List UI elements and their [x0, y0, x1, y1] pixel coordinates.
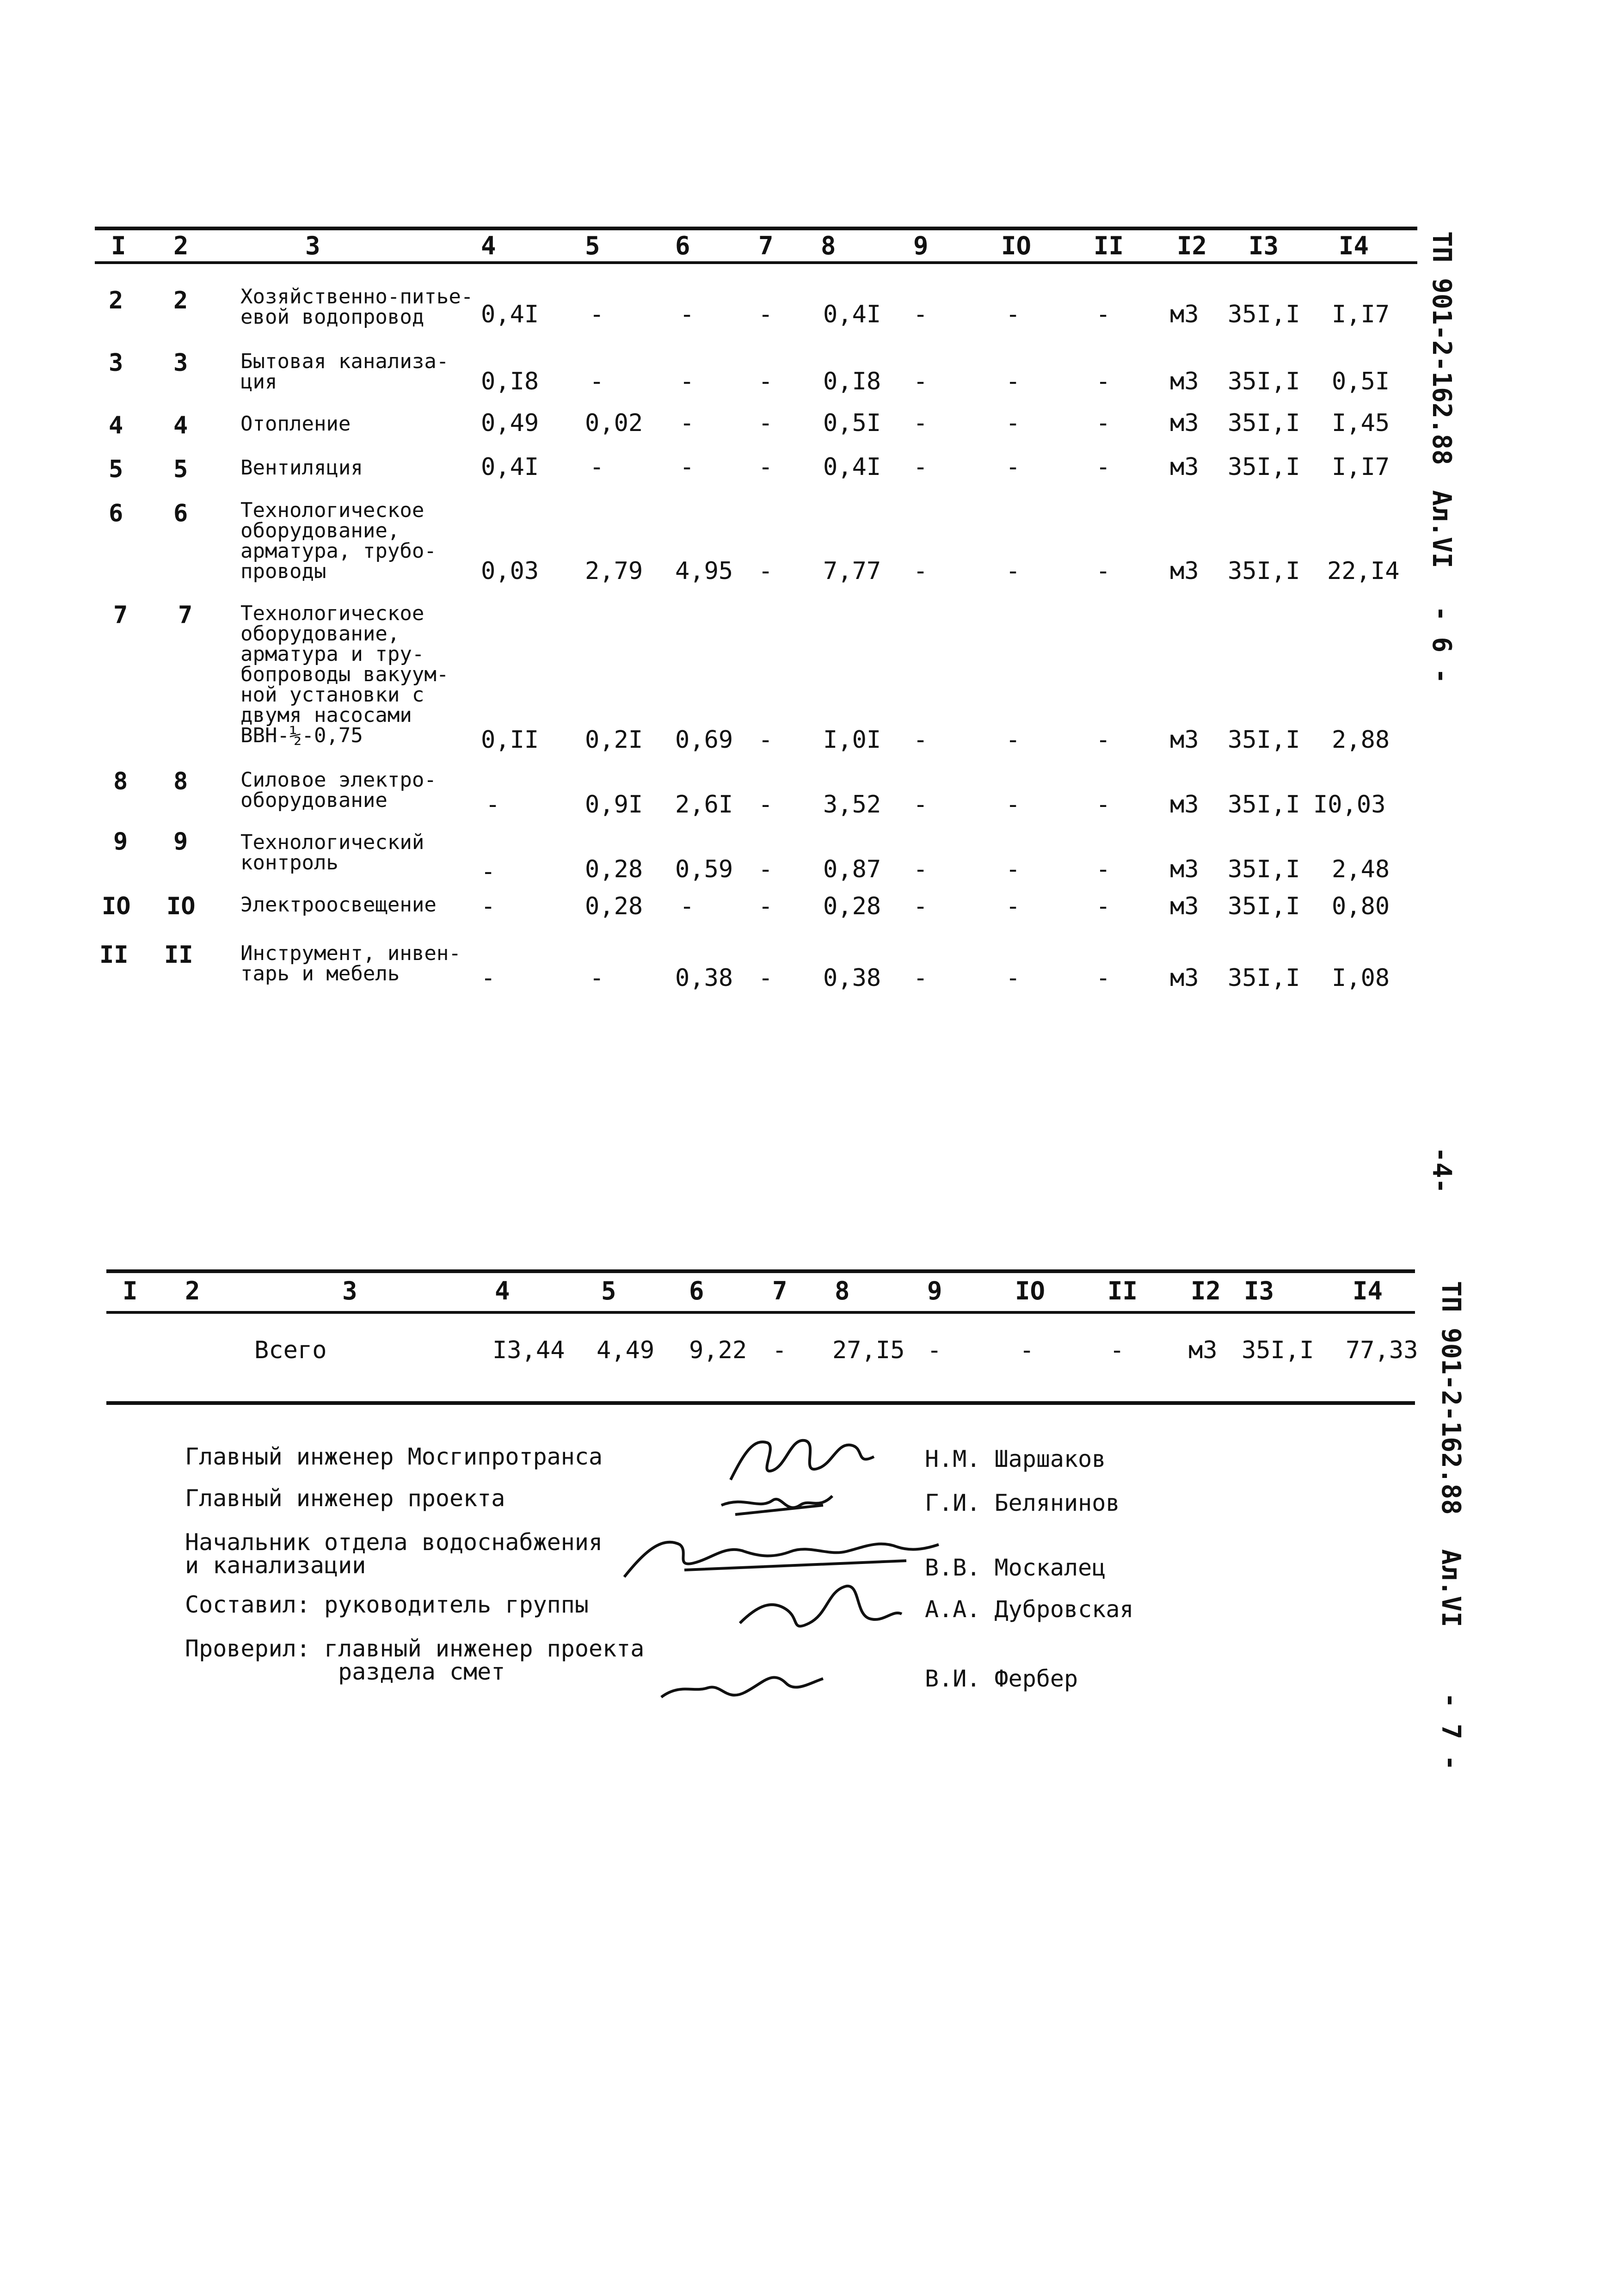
cell-unit: м3 — [1170, 856, 1199, 883]
cell-13: 35I,I — [1228, 368, 1300, 395]
cell-5: 0,02 — [585, 409, 643, 437]
row-num-1: 3 — [109, 349, 123, 377]
cell-13: 35I,I — [1228, 893, 1300, 920]
row-num-1: 9 — [113, 828, 128, 856]
cell-7: - — [758, 368, 773, 395]
row-num-1: 7 — [113, 601, 128, 629]
cell-5: 2,79 — [585, 557, 643, 585]
signer-role: Составил: руководитель группы — [185, 1591, 589, 1618]
cell-7: - — [758, 557, 773, 585]
cell-6: 4,95 — [675, 557, 733, 585]
cell-7: - — [758, 791, 773, 819]
cell-13: 35I,I — [1228, 856, 1300, 883]
cell-13: 35I,I — [1228, 409, 1300, 437]
row-num-2: II — [164, 941, 193, 969]
cell-13: 35I,I — [1242, 1336, 1314, 1364]
row-num-1: 5 — [109, 456, 123, 483]
cell-10: - — [1006, 856, 1021, 883]
cell-6: - — [680, 893, 695, 920]
cell-8: 7,77 — [823, 557, 881, 585]
cell-6: 9,22 — [689, 1336, 747, 1364]
cell-4: I3,44 — [492, 1336, 565, 1364]
cell-14: 0,5I — [1332, 368, 1390, 395]
cell-9: - — [913, 893, 928, 920]
cell-4: 0,I8 — [481, 368, 539, 395]
cell-5: - — [590, 301, 604, 328]
cell-5: - — [590, 453, 604, 481]
col-header-5: 5 — [585, 231, 600, 260]
col-header-4: 4 — [481, 231, 496, 260]
cell-8: 0,87 — [823, 856, 881, 883]
col-header-8: 8 — [821, 231, 836, 260]
cell-11: - — [1096, 453, 1111, 481]
cell-8: 0,38 — [823, 964, 881, 992]
cell-11: - — [1096, 368, 1111, 395]
cell-8: 3,52 — [823, 791, 881, 819]
cell-14: 77,33 — [1346, 1336, 1418, 1364]
row-name: Силовое электро- оборудование — [240, 768, 437, 812]
cell-9: - — [913, 964, 928, 992]
col-header-14: I4 — [1353, 1276, 1383, 1305]
cell-11: - — [1110, 1336, 1125, 1364]
page-number-mid: -4- — [1427, 1147, 1457, 1194]
cell-14: I,45 — [1332, 409, 1390, 437]
cell-4: 0,4I — [481, 301, 539, 328]
col-header-5: 5 — [601, 1276, 616, 1305]
cell-6: 0,69 — [675, 726, 733, 754]
cell-unit: м3 — [1170, 409, 1199, 437]
cell-unit: м3 — [1170, 453, 1199, 481]
cell-8: 0,28 — [823, 893, 881, 920]
cell-unit: м3 — [1170, 791, 1199, 819]
cell-9: - — [927, 1336, 942, 1364]
cell-8: 0,4I — [823, 453, 881, 481]
cell-11: - — [1096, 409, 1111, 437]
cell-4: 0,03 — [481, 557, 539, 585]
row-num-2: 7 — [178, 601, 193, 629]
col-header-11: II — [1094, 231, 1124, 260]
cell-7: - — [758, 409, 773, 437]
row-num-2: 8 — [173, 768, 188, 795]
col-header-2: 2 — [173, 231, 189, 260]
cell-9: - — [913, 368, 928, 395]
cell-14: I0,03 — [1313, 791, 1386, 819]
cell-unit: м3 — [1170, 557, 1199, 585]
signer-name: Г.И. Белянинов — [925, 1490, 1120, 1516]
row-num-2: IO — [166, 893, 196, 920]
cell-4: 0,II — [481, 726, 539, 754]
table2-header-rule — [106, 1311, 1415, 1314]
signer-name: В.И. Фербер — [925, 1665, 1078, 1692]
signer-role: Проверил: главный инженер проекта раздела смет — [185, 1635, 645, 1685]
col-header-6: 6 — [689, 1276, 704, 1305]
cell-6: 0,59 — [675, 856, 733, 883]
cell-unit: м3 — [1170, 964, 1199, 992]
cell-6: - — [680, 301, 695, 328]
row-num-1: II — [99, 941, 129, 969]
cell-11: - — [1096, 856, 1111, 883]
row-num-2: 5 — [173, 456, 188, 483]
col-header-9: 9 — [913, 231, 929, 260]
cell-5: 0,9I — [585, 791, 643, 819]
row-num-2: 3 — [173, 349, 188, 377]
row-num-2: 9 — [173, 828, 188, 856]
cell-10: - — [1006, 409, 1021, 437]
table1-header-rule — [95, 261, 1417, 264]
col-header-14: I4 — [1339, 231, 1369, 260]
cell-9: - — [913, 856, 928, 883]
cell-10: - — [1006, 453, 1021, 481]
cell-7: - — [758, 893, 773, 920]
cell-13: 35I,I — [1228, 301, 1300, 328]
cell-8: I,0I — [823, 726, 881, 754]
signer-name: А.А. Дубровская — [925, 1596, 1134, 1623]
cell-11: - — [1096, 557, 1111, 585]
row-num-2: 4 — [173, 412, 188, 439]
row-num-1: 6 — [109, 499, 123, 527]
cell-13: 35I,I — [1228, 964, 1300, 992]
row-num-1: 2 — [109, 287, 123, 314]
row-num-1: 4 — [109, 412, 123, 439]
cell-8: 27,I5 — [832, 1336, 905, 1364]
cell-14: I,I7 — [1332, 453, 1390, 481]
cell-9: - — [913, 453, 928, 481]
cell-14: 2,88 — [1332, 726, 1390, 754]
row-num-2: 6 — [173, 499, 188, 527]
col-header-13: I3 — [1249, 231, 1279, 260]
signer-role: Главный инженер проекта — [185, 1485, 505, 1512]
col-header-12: I2 — [1191, 1276, 1221, 1305]
cell-7: - — [758, 964, 773, 992]
cell-7: - — [758, 453, 773, 481]
cell-14: I,08 — [1332, 964, 1390, 992]
cell-14: 2,48 — [1332, 856, 1390, 883]
row-name: Вентиляция — [240, 456, 363, 480]
cell-10: - — [1006, 893, 1021, 920]
col-header-4: 4 — [495, 1276, 510, 1305]
row-name: Отопление — [240, 412, 351, 436]
cell-11: - — [1096, 301, 1111, 328]
cell-6: 0,38 — [675, 964, 733, 992]
cell-14: 0,80 — [1332, 893, 1390, 920]
document-code-top: ТП 901-2-162.88 — [1427, 231, 1457, 465]
cell-7: - — [758, 856, 773, 883]
cell-7: - — [758, 301, 773, 328]
col-header-3: 3 — [305, 231, 320, 260]
row-num-1: 8 — [113, 768, 128, 795]
cell-4: - — [481, 964, 496, 992]
col-header-8: 8 — [835, 1276, 850, 1305]
document-code-bottom: ТП 901-2-162.88 — [1436, 1281, 1466, 1515]
cell-6: - — [680, 368, 695, 395]
signer-role: Начальник отдела водоснабжения и канализации — [185, 1529, 603, 1579]
cell-9: - — [913, 726, 928, 754]
cell-10: - — [1020, 1336, 1034, 1364]
cell-4: 0,4I — [481, 453, 539, 481]
album-label-top: Ал.VI — [1427, 490, 1457, 568]
cell-unit: м3 — [1170, 893, 1199, 920]
cell-13: 35I,I — [1228, 557, 1300, 585]
table2-bottom-rule — [106, 1401, 1415, 1405]
col-header-3: 3 — [342, 1276, 357, 1305]
cell-6: - — [680, 409, 695, 437]
col-header-10: IO — [1015, 1276, 1046, 1305]
col-header-10: IO — [1001, 231, 1032, 260]
row-num-1: IO — [102, 893, 131, 920]
row-name: Хозяйственно-питье- евой водопровод — [240, 285, 474, 329]
cell-4: - — [481, 858, 496, 886]
cell-9: - — [913, 791, 928, 819]
col-header-13: I3 — [1244, 1276, 1274, 1305]
signer-role: Главный инженер Мосгипротранса — [185, 1443, 603, 1470]
cell-unit: м3 — [1170, 368, 1199, 395]
page-number-top: - 6 - — [1427, 606, 1457, 684]
cell-13: 35I,I — [1228, 453, 1300, 481]
cell-13: 35I,I — [1228, 726, 1300, 754]
cell-5: 4,49 — [597, 1336, 655, 1364]
page-number-bottom: - 7 - — [1436, 1693, 1466, 1771]
cell-4: - — [481, 893, 496, 920]
cell-8: 0,5I — [823, 409, 881, 437]
cell-5: 0,28 — [585, 893, 643, 920]
cell-10: - — [1006, 726, 1021, 754]
cell-4: - — [486, 791, 500, 819]
cell-6: 2,6I — [675, 791, 733, 819]
cell-4: 0,49 — [481, 409, 539, 437]
album-label-bottom: Ал.VI — [1436, 1549, 1466, 1627]
signature-scribble-5 — [657, 1656, 832, 1716]
cell-11: - — [1096, 964, 1111, 992]
cell-9: - — [913, 301, 928, 328]
table2-top-rule — [106, 1269, 1415, 1273]
col-header-1: I — [111, 231, 126, 260]
cell-unit: м3 — [1170, 726, 1199, 754]
signature-scribble-4 — [731, 1572, 906, 1646]
cell-14: 22,I4 — [1327, 557, 1400, 585]
cell-5: - — [590, 964, 604, 992]
cell-10: - — [1006, 964, 1021, 992]
row-name: Технологический контроль — [240, 831, 424, 874]
col-header-7: 7 — [758, 231, 774, 260]
cell-unit: м3 — [1188, 1336, 1218, 1364]
col-header-2: 2 — [185, 1276, 200, 1305]
col-header-1: I — [123, 1276, 138, 1305]
cell-9: - — [913, 409, 928, 437]
signer-name: Н.М. Шаршаков — [925, 1446, 1106, 1472]
row-name: Электроосвещение — [240, 893, 437, 917]
cell-10: - — [1006, 557, 1021, 585]
signer-name: В.В. Москалец — [925, 1554, 1106, 1581]
row-name: Бытовая канализа- ция — [240, 350, 449, 394]
col-header-7: 7 — [772, 1276, 787, 1305]
col-header-12: I2 — [1177, 231, 1207, 260]
col-header-9: 9 — [927, 1276, 942, 1305]
cell-8: 0,4I — [823, 301, 881, 328]
cell-10: - — [1006, 791, 1021, 819]
table1-top-rule — [95, 227, 1417, 230]
row-name: Инструмент, инвен- тарь и мебель — [240, 942, 461, 985]
cell-14: I,I7 — [1332, 301, 1390, 328]
signature-scribble-2 — [717, 1477, 837, 1528]
cell-10: - — [1006, 368, 1021, 395]
cell-8: 0,I8 — [823, 368, 881, 395]
cell-11: - — [1096, 893, 1111, 920]
cell-11: - — [1096, 791, 1111, 819]
cell-5: - — [590, 368, 604, 395]
row-num-2: 2 — [173, 287, 188, 314]
cell-9: - — [913, 557, 928, 585]
cell-13: 35I,I — [1228, 791, 1300, 819]
cell-7: - — [772, 1336, 787, 1364]
row-name: Технологическое оборудование, арматура и тру- бопроводы вакуум- ной установки с двумя насосами ВВН-½-0,75 — [240, 602, 449, 747]
col-header-6: 6 — [675, 231, 690, 260]
cell-10: - — [1006, 301, 1021, 328]
cell-7: - — [758, 726, 773, 754]
cell-5: 0,2I — [585, 726, 643, 754]
cell-unit: м3 — [1170, 301, 1199, 328]
cell-11: - — [1096, 726, 1111, 754]
cell-6: - — [680, 453, 695, 481]
col-header-11: II — [1107, 1276, 1138, 1305]
row-name: Технологическое оборудование, арматура, трубо- проводы — [240, 499, 437, 583]
cell-5: 0,28 — [585, 856, 643, 883]
total-label: Всего — [254, 1336, 327, 1364]
